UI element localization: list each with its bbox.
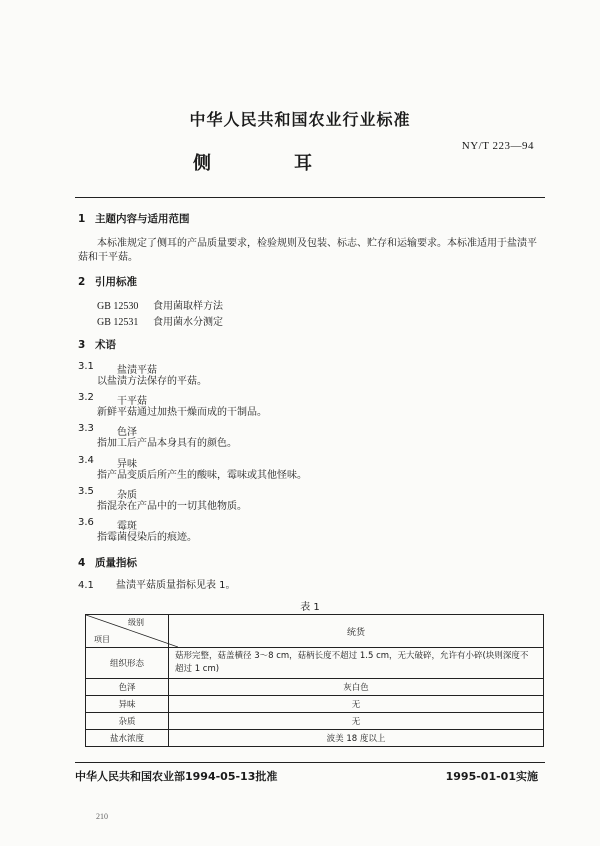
header-grade-label: 统货: [169, 615, 544, 648]
subsection-text: 盐渍平菇质量指标见表 1。: [116, 580, 236, 591]
reference-item: [97, 297, 223, 312]
section-3-title: 术语: [95, 339, 116, 351]
standard-number: NY/T 223—94: [461, 140, 534, 152]
section-1-text-line1: 本标准规定了侧耳的产品质量要求，检验规则及包装、标志、贮存和运输要求。本标准适用于盐渍平: [97, 238, 537, 249]
term-name: 盐渍平菇: [117, 365, 157, 376]
row-value: 波美 18 度以上: [169, 730, 544, 747]
section-1-text-line2: 菇和干平菇。: [78, 252, 138, 263]
quality-table: [85, 614, 544, 747]
section-3-heading: [78, 337, 116, 352]
term-definition: 指霉菌侵染后的痕迹。: [97, 532, 197, 543]
subsection-number: 4.1: [78, 580, 94, 591]
row-value: [169, 648, 544, 679]
row-item: 组织形态: [86, 648, 169, 679]
section-2-title: 引用标准: [95, 276, 137, 288]
term-number: 3.5: [78, 486, 94, 497]
row-item: 色泽: [86, 679, 169, 696]
table-header-row: [86, 615, 544, 648]
row-item: 盐水浓度: [86, 730, 169, 747]
reference-name: 食用菌水分测定: [153, 317, 223, 328]
section-3-number: 3: [78, 339, 86, 351]
table-header-diagonal-cell: [86, 615, 169, 648]
implementation-date: 1995-01-01实施: [445, 770, 538, 783]
table-row: [86, 679, 544, 696]
footer-divider: [75, 762, 545, 763]
section-1-heading: [78, 211, 190, 226]
section-4-heading: [78, 555, 137, 570]
table-row: [86, 713, 544, 730]
term-definition: 以盐渍方法保存的平菇。: [97, 376, 207, 387]
page-number: 210: [96, 812, 108, 821]
row-item: 异味: [86, 696, 169, 713]
term-number: 3.2: [78, 392, 94, 403]
approval-statement: 中华人民共和国农业部1994-05-13批准: [75, 770, 278, 783]
row-value-line2: 超过 1 cm): [175, 664, 220, 674]
document-title-part2: 耳: [294, 153, 312, 174]
row-value: 无: [169, 713, 544, 730]
reference-code: GB 12530: [97, 301, 139, 312]
header-item-label: 项目: [94, 635, 110, 644]
header-divider: [75, 197, 545, 198]
table-caption: 表 1: [300, 602, 320, 613]
term-definition: 指混杂在产品中的一切其他物质。: [97, 501, 247, 512]
term-name: 霉斑: [117, 521, 137, 532]
section-2-heading: [78, 274, 137, 289]
term-number: 3.4: [78, 455, 94, 466]
row-value-line1: 菇形完整，菇盖横径 3～8 cm，菇柄长度不超过 1.5 cm，无大破碎，允许有小碎(块则深度不: [175, 651, 529, 661]
table-row: [86, 648, 544, 679]
document-title-part1: 侧: [193, 153, 211, 174]
row-value: 灰白色: [169, 679, 544, 696]
section-4-number: 4: [78, 557, 86, 569]
term-name: 杂质: [117, 490, 137, 501]
section-1-number: 1: [78, 213, 86, 225]
term-number: 3.6: [78, 517, 94, 528]
term-definition: 指产品变质后所产生的酸味，霉味或其他怪味。: [97, 470, 307, 481]
reference-name: 食用菌取样方法: [153, 301, 223, 312]
term-name: 干平菇: [117, 396, 147, 407]
table-row: [86, 696, 544, 713]
section-4-title: 质量指标: [95, 557, 137, 569]
term-definition: 指加工后产品本身具有的颜色。: [97, 438, 237, 449]
row-item: 杂质: [86, 713, 169, 730]
term-number: 3.1: [78, 361, 94, 372]
section-1-title: 主题内容与适用范围: [95, 213, 190, 225]
row-value: 无: [169, 696, 544, 713]
reference-item: [97, 313, 223, 328]
term-name: 色泽: [117, 427, 137, 438]
header-level-label: 级别: [128, 618, 144, 627]
term-number: 3.3: [78, 423, 94, 434]
section-2-number: 2: [78, 276, 86, 288]
term-name: 异味: [117, 459, 137, 470]
table-row: [86, 730, 544, 747]
issuing-organization: 中华人民共和国农业行业标准: [189, 110, 411, 129]
subsection-4-1: [78, 579, 236, 593]
reference-code: GB 12531: [97, 317, 139, 328]
term-definition: 新鲜平菇通过加热干燥而成的干制品。: [97, 407, 267, 418]
